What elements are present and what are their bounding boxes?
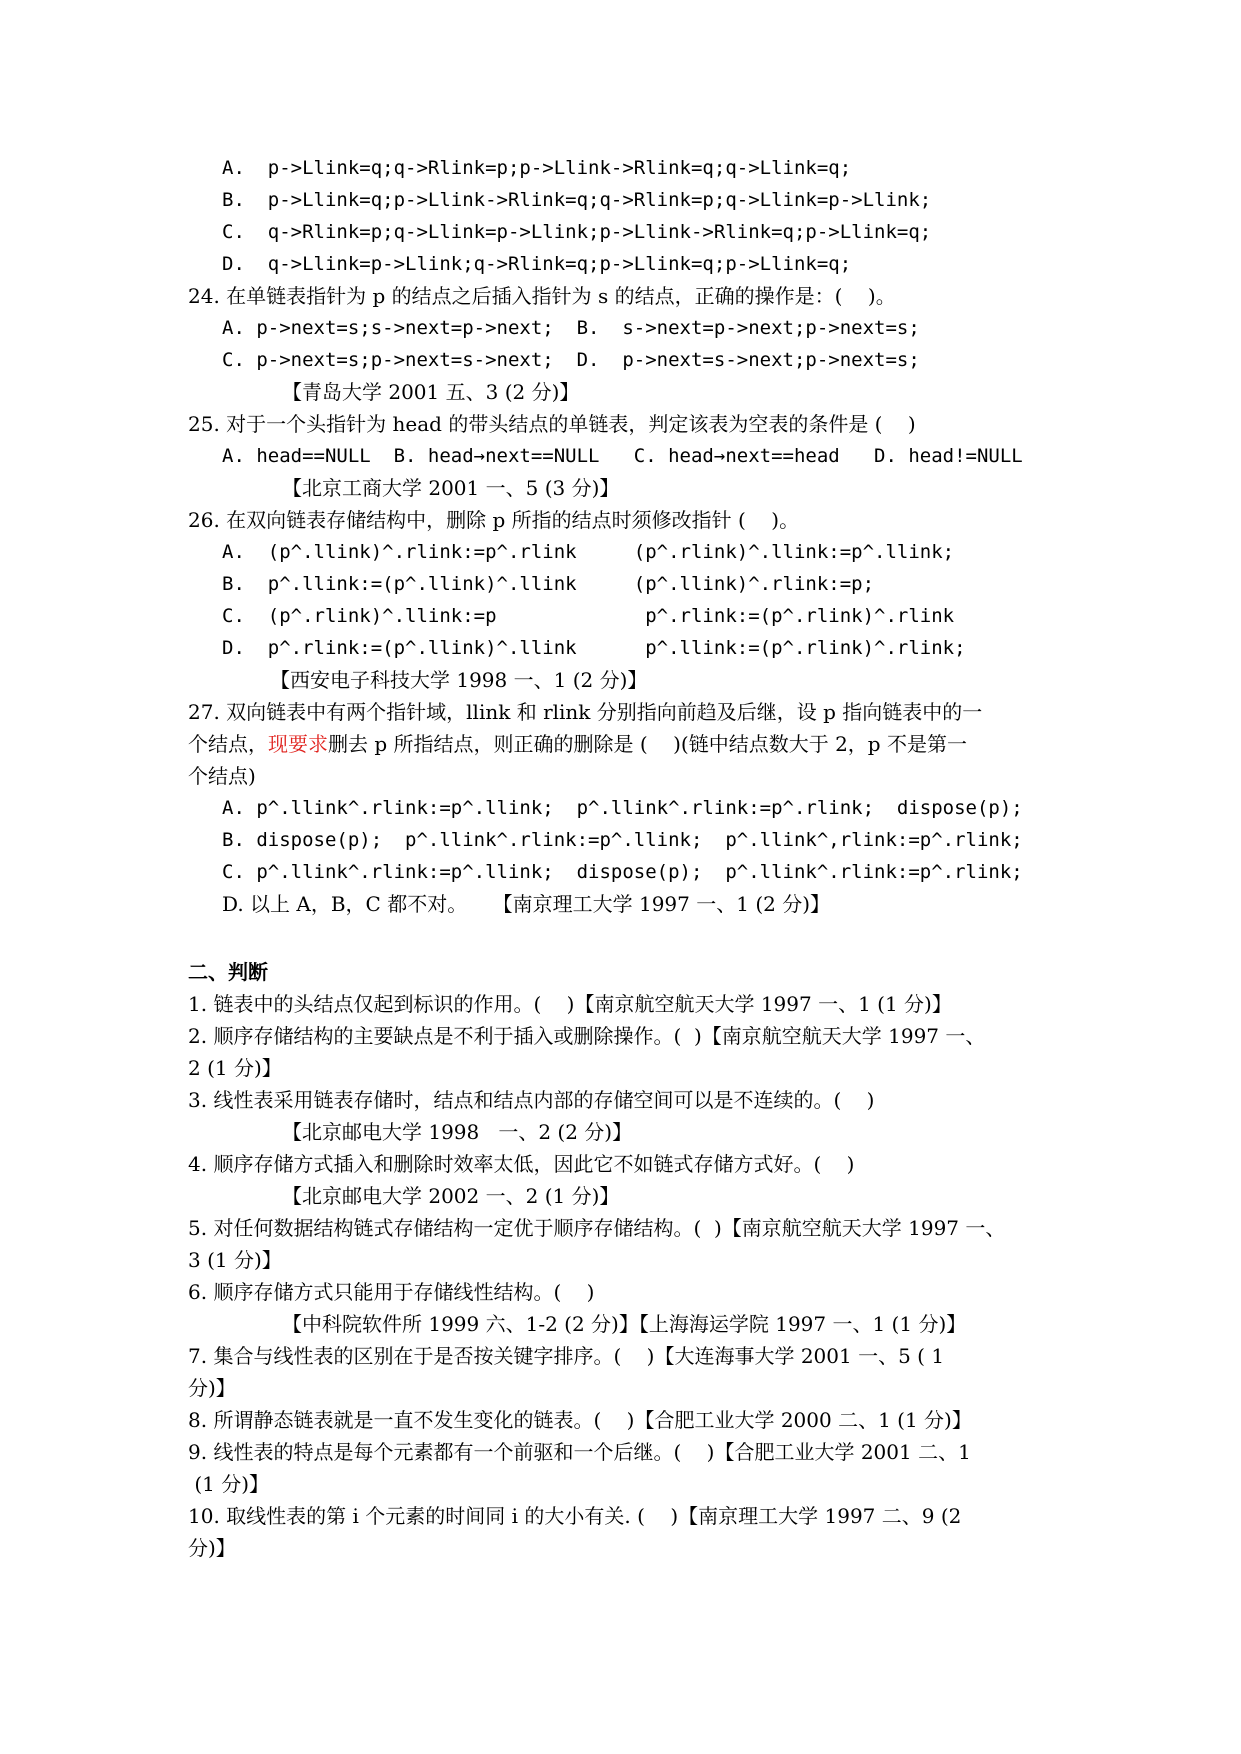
q26-stem: 26. 在双向链表存储结构中，删除 p 所指的结点时须修改指针 ( )。	[188, 508, 800, 532]
judge-item-5-line2: 3 (1 分)】	[188, 1248, 282, 1272]
judge-item-4-line1: 4. 顺序存储方式插入和删除时效率太低，因此它不如链式存储方式好。( )	[188, 1152, 855, 1176]
judge-item-4-source: 【北京邮电大学 2002 一、2 (1 分)】	[282, 1184, 620, 1208]
q27-stem-line2	[188, 730, 967, 758]
judge-item-3-line1: 3. 线性表采用链表存储时，结点和结点内部的存储空间可以是不连续的。( )	[188, 1088, 875, 1112]
judge-item-2-line2: 2 (1 分)】	[188, 1056, 282, 1080]
q24-options-cd: C. p->next=s;p->next=s->next; D. p->next=s->next;p->next=s;	[222, 349, 920, 371]
judge-item-5-line1: 5. 对任何数据结构链式存储结构一定优于顺序存储结构。( )【南京航空航天大学 1997 一、	[188, 1216, 1006, 1240]
q25-source: 【北京工商大学 2001 一、5 (3 分)】	[282, 476, 620, 500]
judge-item-9-line1: 9. 线性表的特点是每个元素都有一个前驱和一个后继。( )【合肥工业大学 2001 二、1	[188, 1440, 971, 1464]
q24-source: 【青岛大学 2001 五、3 (2 分)】	[282, 380, 580, 404]
judge-item-3-source: 【北京邮电大学 1998 一、2 (2 分)】	[282, 1120, 633, 1144]
q26-option-c: C. (p^.rlink)^.llink:=p p^.rlink:=(p^.rlink)^.rlink	[222, 605, 955, 627]
q23-option-d: D. q->Llink=p->Llink;q->Rlink=q;p->Llink=q;p->Llink=q;	[222, 253, 852, 275]
judge-item-2-line1: 2. 顺序存储结构的主要缺点是不利于插入或删除操作。( )【南京航空航天大学 1997 一、	[188, 1024, 986, 1048]
judge-item-6-line1: 6. 顺序存储方式只能用于存储线性结构。( )	[188, 1280, 595, 1304]
q23-option-a: A. p->Llink=q;q->Rlink=p;p->Llink->Rlink=q;q->Llink=q;	[222, 157, 852, 179]
q27-option-d: D. 以上 A，B，C 都不对。 【南京理工大学 1997 一、1 (2 分)】	[222, 892, 831, 916]
q27-stem-post: 删去 p 所指结点，则正确的删除是 ( )(链中结点数大于 2，p 不是第一	[328, 732, 967, 756]
q27-stem-highlight: 现要求	[268, 732, 328, 756]
q25-options: A. head==NULL B. head→next==NULL C. head→next==head D. head!=NULL	[222, 445, 1023, 467]
q23-option-b: B. p->Llink=q;p->Llink->Rlink=q;q->Rlink=p;q->Llink=p->Llink;	[222, 189, 932, 211]
judge-item-9-line2: (1 分)】	[188, 1472, 270, 1496]
q27-option-a: A. p^.llink^.rlink:=p^.llink; p^.llink^.rlink:=p^.rlink; dispose(p);	[222, 797, 1023, 819]
judge-item-7-line1: 7. 集合与线性表的区别在于是否按关键字排序。( )【大连海事大学 2001 一、5 ( 1	[188, 1344, 945, 1368]
q23-option-c: C. q->Rlink=p;q->Llink=p->Llink;p->Llink->Rlink=q;p->Llink=q;	[222, 221, 932, 243]
judge-item-8: 8. 所谓静态链表就是一直不发生变化的链表。( )【合肥工业大学 2000 二、1 (1 分)】	[188, 1408, 972, 1432]
q26-option-b: B. p^.llink:=(p^.llink)^.llink (p^.llink)^.rlink:=p;	[222, 573, 875, 595]
q27-option-b: B. dispose(p); p^.llink^.rlink:=p^.llink; p^.llink^,rlink:=p^.rlink;	[222, 829, 1023, 851]
q27-stem-pre: 个结点，	[188, 732, 268, 756]
judge-item-7-line2: 分)】	[188, 1376, 236, 1400]
judge-item-10-line1: 10. 取线性表的第 i 个元素的时间同 i 的大小有关. ( )【南京理工大学 1997 二、9 (2	[188, 1504, 962, 1528]
section-heading: 二、判断	[188, 960, 268, 984]
q26-option-d: D. p^.rlink:=(p^.llink)^.llink p^.llink:=(p^.rlink)^.rlink;	[222, 637, 966, 659]
q24-stem: 24. 在单链表指针为 p 的结点之后插入指针为 s 的结点，正确的操作是：( )。	[188, 284, 896, 308]
q25-stem: 25. 对于一个头指针为 head 的带头结点的单链表，判定该表为空表的条件是 ( )	[188, 412, 916, 436]
judge-item-10-line2: 分)】	[188, 1536, 236, 1560]
q27-stem-line1: 27. 双向链表中有两个指针域，llink 和 rlink 分别指向前趋及后继，设 p 指向链表中的一	[188, 700, 983, 724]
q24-options-ab: A. p->next=s;s->next=p->next; B. s->next=p->next;p->next=s;	[222, 317, 920, 339]
q26-source: 【西安电子科技大学 1998 一、1 (2 分)】	[270, 668, 648, 692]
judge-item-1: 1. 链表中的头结点仅起到标识的作用。( )【南京航空航天大学 1997 一、1 (1 分)】	[188, 992, 952, 1016]
q26-option-a: A. (p^.llink)^.rlink:=p^.rlink (p^.rlink)^.llink:=p^.llink;	[222, 541, 955, 563]
q27-stem-line3: 个结点)	[188, 764, 256, 788]
judge-item-6-source: 【中科院软件所 1999 六、1-2 (2 分)】【上海海运学院 1997 一、1 (1 分)】	[282, 1312, 967, 1336]
q27-option-c: C. p^.llink^.rlink:=p^.llink; dispose(p); p^.llink^.rlink:=p^.rlink;	[222, 861, 1023, 883]
